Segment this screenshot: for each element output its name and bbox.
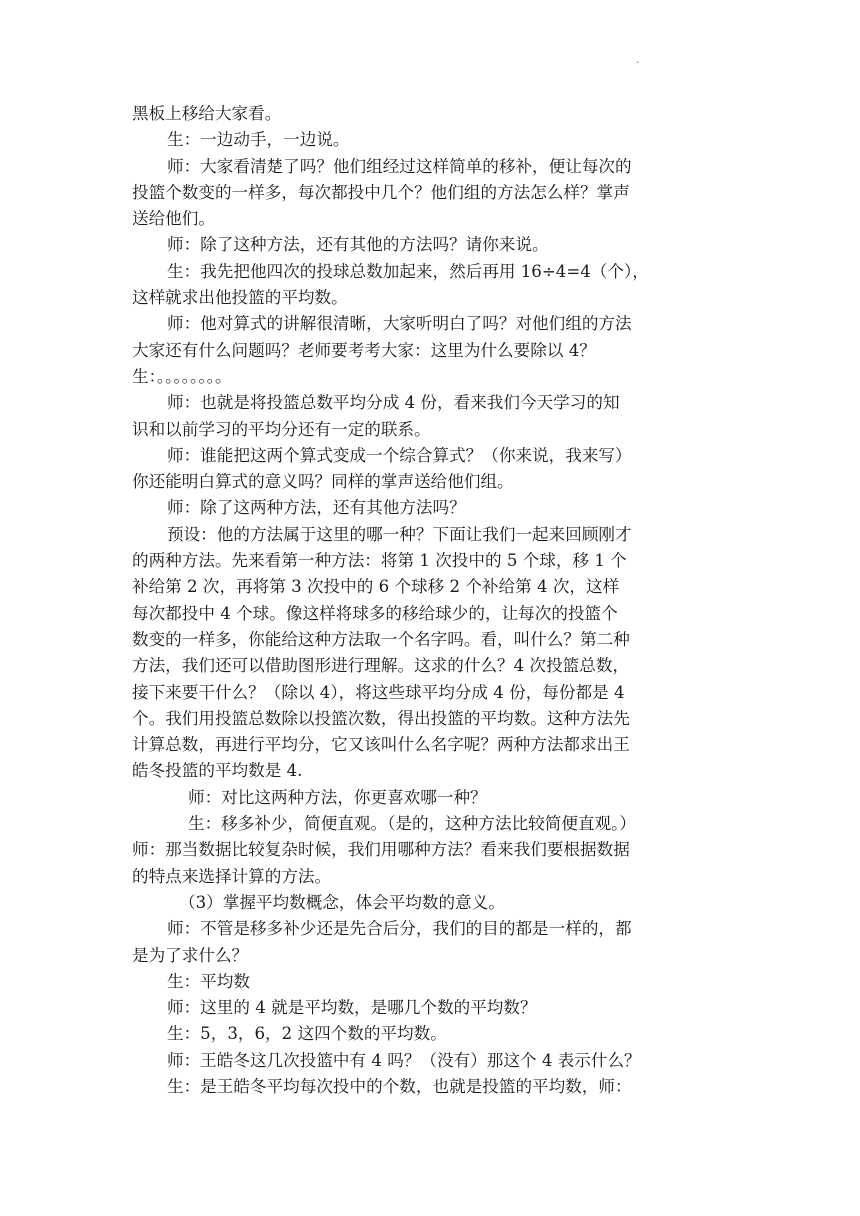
text-line: 计算总数，再进行平均分，它又该叫什么名字呢？两种方法都求出王 bbox=[132, 735, 630, 755]
text-line: 师：这里的 4 就是平均数，是哪几个数的平均数？ bbox=[167, 998, 537, 1018]
text-line: 生：我先把他四次的投球总数加起来，然后再用 16÷4=4（个）， bbox=[167, 261, 649, 281]
text-line: 师：也就是将投篮总数平均分成 4 份，看来我们今天学习的知 bbox=[167, 393, 620, 413]
text-line: 师：那当数据比较复杂时候，我们用哪种方法？看来我们要根据数据 bbox=[132, 840, 630, 860]
text-line: 大家还有什么问题吗？老师要考考大家：这里为什么要除以 4？ bbox=[132, 340, 596, 360]
text-line: 生：一边动手，一边说。 bbox=[167, 130, 350, 150]
text-line: 师：王皓冬这几次投篮中有 4 吗？（没有）那这个 4 表示什么？ bbox=[167, 1050, 641, 1070]
text-line: 生：平均数 bbox=[167, 971, 250, 991]
text-line: 这样就求出他投篮的平均数。 bbox=[132, 288, 348, 308]
text-line: 师：谁能把这两个算式变成一个综合算式？（你来说，我来写） bbox=[167, 445, 632, 465]
text-line: 师：他对算式的讲解很清晰，大家听明白了吗？对他们组的方法 bbox=[167, 314, 632, 334]
text-line: 生：是王皓冬平均每次投中的个数，也就是投篮的平均数，师： bbox=[167, 1076, 632, 1096]
text-line: 师：大家看清楚了吗？他们组经过这样简单的移补，便让每次的 bbox=[167, 156, 632, 176]
text-line: 投篮个数变的一样多，每次都投中几个？他们组的方法怎么样？掌声 bbox=[132, 182, 630, 202]
text-line: 送给他们。 bbox=[132, 209, 215, 229]
text-line: 皓冬投篮的平均数是 4. bbox=[132, 761, 303, 781]
header-mark: . bbox=[636, 55, 640, 66]
text-line: 的两种方法。先来看第一种方法：将第 1 次投中的 5 个球，移 1 个 bbox=[132, 551, 627, 571]
text-line: 师：不管是移多补少还是先合后分，我们的目的都是一样的，都 bbox=[167, 919, 632, 939]
text-line: 师：除了这两种方法，还有其他方法吗？ bbox=[167, 498, 466, 518]
text-line: 每次都投中 4 个球。像这样将球多的移给球少的，让每次的投篮个 bbox=[132, 603, 618, 623]
text-line: 师：除了这种方法，还有其他的方法吗？请你来说。 bbox=[167, 235, 549, 255]
text-line: 接下来要干什么？（除以 4），将这些球平均分成 4 份，每份都是 4 bbox=[132, 682, 625, 702]
text-line: （3）掌握平均数概念，体会平均数的意义。 bbox=[179, 892, 505, 912]
text-line: 预设：他的方法属于这里的哪一种？下面让我们一起来回顾刚才 bbox=[167, 524, 632, 544]
text-line: 补给第 2 次，再将第 3 次投中的 6 个球移 2 个补给第 4 次，这样 bbox=[132, 577, 620, 597]
text-line: 个。我们用投篮总数除以投篮次数，得出投篮的平均数。这种方法先 bbox=[132, 708, 630, 728]
text-line: 生：5，3，6，2 这四个数的平均数。 bbox=[167, 1024, 447, 1044]
text-line: 识和以前学习的平均分还有一定的联系。 bbox=[132, 419, 431, 439]
text-line: 的特点来选择计算的方法。 bbox=[132, 866, 332, 886]
text-line: 黑板上移给大家看。 bbox=[132, 104, 282, 123]
document-body bbox=[132, 101, 736, 1100]
text-line: 方法，我们还可以借助图形进行理解。这求的什么？4 次投篮总数， bbox=[132, 656, 630, 676]
text-line: 数变的一样多，你能给这种方法取一个名字吗。看，叫什么？第二种 bbox=[132, 629, 630, 649]
text-line: 师：对比这两种方法，你更喜欢哪一种？ bbox=[188, 787, 487, 807]
text-line: 生：。。。。。。。。 bbox=[132, 366, 232, 386]
text-line: 你还能明白算式的意义吗？同样的掌声送给他们组。 bbox=[132, 472, 514, 492]
text-line: 生：移多补少，简便直观。（是的，这种方法比较简便直观。） bbox=[188, 814, 637, 834]
text-line: 是为了求什么？ bbox=[132, 945, 249, 965]
